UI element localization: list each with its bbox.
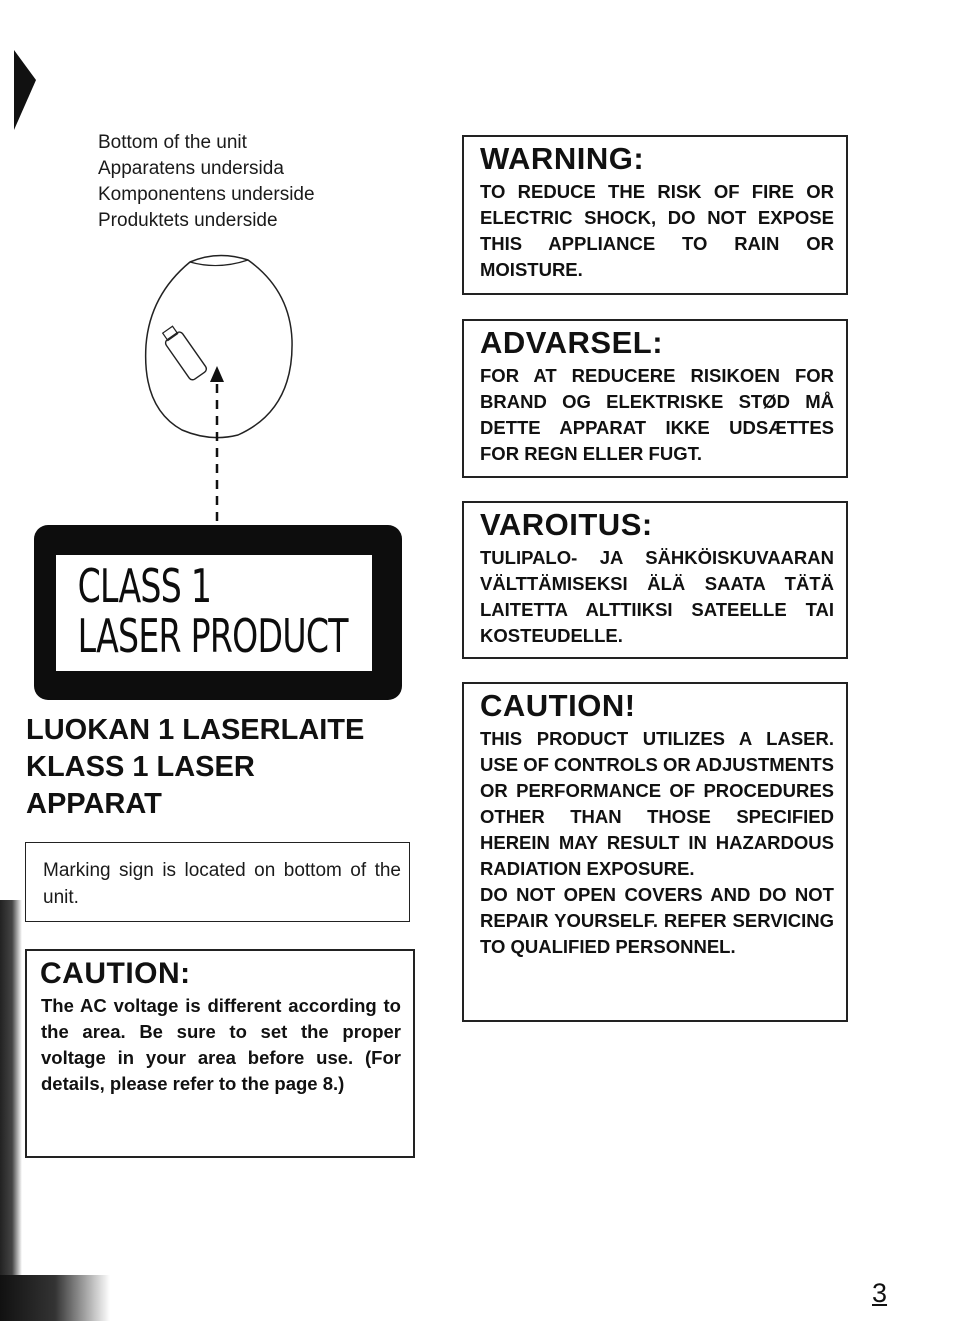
laser-caution-title: CAUTION! bbox=[480, 688, 636, 723]
varoitus-body: TULIPALO- JA SÄHKÖISKUVAARAN VÄLTTÄMISEKSI ÄLÄ SAATA TÄTÄ LAITETTA ALTTIIKSI SATEELLE TAI KOSTEUDELLE. bbox=[480, 547, 834, 646]
warning-box bbox=[462, 135, 848, 295]
laser-label-line2: LASER PRODUCT bbox=[77, 609, 348, 663]
laser-class-label-inner bbox=[56, 555, 372, 671]
scan-artifact bbox=[0, 900, 22, 1321]
laser-label-line1: CLASS 1 bbox=[77, 559, 212, 613]
voltage-caution-title: CAUTION: bbox=[40, 957, 191, 990]
label-position-icon bbox=[159, 324, 208, 381]
voltage-caution-body: The AC voltage is different according to the area. Be sure to set the proper voltage in your area before use. (For details, please refer to the page 8.) bbox=[41, 995, 401, 1094]
marking-note-text: Marking sign is located on bottom of the unit. bbox=[43, 860, 401, 908]
unit-location-line: Bottom of the unit bbox=[98, 132, 247, 153]
voltage-caution-box bbox=[25, 949, 415, 1158]
scan-artifact bbox=[14, 50, 36, 130]
marking-note-box bbox=[25, 842, 410, 922]
unit-location-text bbox=[98, 130, 315, 234]
advarsel-box bbox=[462, 319, 848, 478]
page-number: 3 bbox=[872, 1278, 888, 1308]
advarsel-title: ADVARSEL: bbox=[480, 325, 664, 360]
laser-class-heading bbox=[26, 712, 364, 823]
laser-caution-paragraph: THIS PRODUCT UTILIZES A LASER. USE OF CONTROLS OR ADJUSTMENTS OR PERFORMANCE OF PROCEDURES OTHER THAN THOSE SPECIFIED HEREIN MAY RESULT IN HAZARDOUS RADIATION EXPOSURE. bbox=[480, 728, 834, 879]
arrow-up-icon bbox=[210, 366, 224, 382]
laser-heading-line: KLASS 1 LASER bbox=[26, 751, 255, 783]
laser-class-label bbox=[34, 525, 402, 700]
advarsel-body: FOR AT REDUCERE RISIKOEN FOR BRAND OG ELEKTRISKE STØD MÅ DETTE APPARAT IKKE UDSÆTTES FOR REGN ELLER FUGT. bbox=[480, 365, 834, 464]
unit-location-line: Produktets underside bbox=[98, 210, 278, 231]
scan-artifact bbox=[0, 1275, 110, 1321]
laser-caution-body bbox=[480, 726, 834, 960]
laser-heading-line: LUOKAN 1 LASERLAITE bbox=[26, 714, 365, 746]
varoitus-title: VAROITUS: bbox=[480, 507, 653, 542]
laser-caution-paragraph: DO NOT OPEN COVERS AND DO NOT REPAIR YOURSELF. REFER SERVICING TO QUALIFIED PERSONNEL. bbox=[480, 884, 834, 957]
unit-location-line: Komponentens underside bbox=[98, 184, 315, 205]
varoitus-box bbox=[462, 501, 848, 659]
laser-heading-line: APPARAT bbox=[26, 788, 162, 820]
warning-body: TO REDUCE THE RISK OF FIRE OR ELECTRIC SHOCK, DO NOT EXPOSE THIS APPLIANCE TO RAIN OR MOISTURE. bbox=[480, 181, 834, 280]
unit-location-line: Apparatens undersida bbox=[98, 158, 284, 179]
laser-caution-box bbox=[462, 682, 848, 1022]
warning-title: WARNING: bbox=[480, 141, 645, 176]
unit-bottom-diagram bbox=[120, 250, 320, 540]
